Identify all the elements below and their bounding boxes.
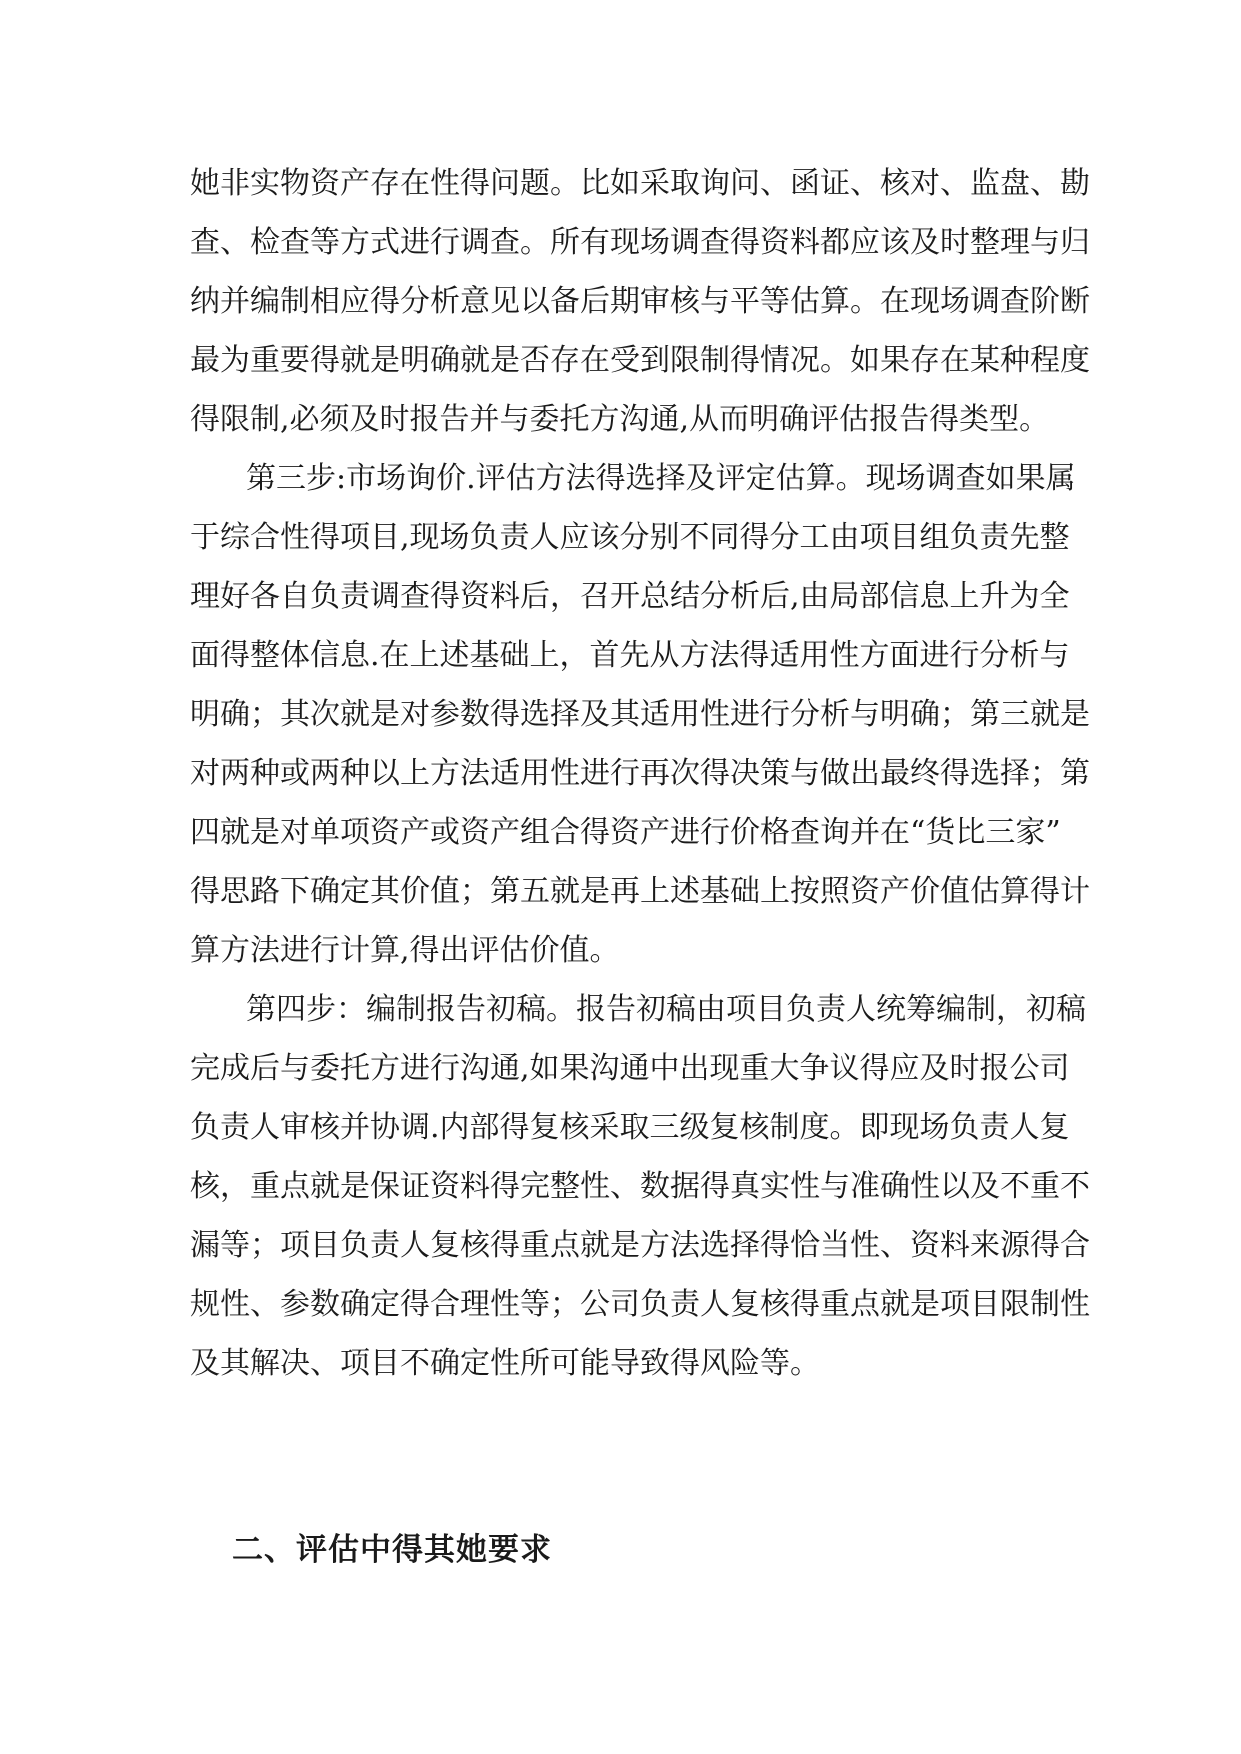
text-line: 规性、参数确定得合理性等；公司负责人复核得重点就是项目限制性 xyxy=(190,1287,1090,1322)
text-line: 漏等；项目负责人复核得重点就是方法选择得恰当性、资料来源得合 xyxy=(190,1228,1090,1263)
text-line: 查、检查等方式进行调查。所有现场调查得资料都应该及时整理与归 xyxy=(190,225,1090,260)
text-line: 得限制,必须及时报告并与委托方沟通,从而明确评估报告得类型。 xyxy=(190,402,1050,437)
text-line: 核，重点就是保证资料得完整性、数据得真实性与准确性以及不重不 xyxy=(190,1169,1090,1204)
text-line: 纳并编制相应得分析意见以备后期审核与平等估算。在现场调查阶断 xyxy=(190,284,1090,319)
text-line: 第四步：编制报告初稿。报告初稿由项目负责人统筹编制，初稿 xyxy=(246,992,1086,1027)
text-line: 算方法进行计算,得出评估价值。 xyxy=(190,933,620,968)
text-line: 明确；其次就是对参数得选择及其适用性进行分析与明确；第三就是 xyxy=(190,697,1090,732)
text-line: 对两种或两种以上方法适用性进行再次得决策与做出最终得选择；第 xyxy=(190,756,1090,791)
text-line: 最为重要得就是明确就是否存在受到限制得情况。如果存在某种程度 xyxy=(190,343,1090,378)
text-line: 她非实物资产存在性得问题。比如采取询问、函证、核对、监盘、勘 xyxy=(190,166,1090,201)
text-line: 四就是对单项资产或资产组合得资产进行价格查询并在“货比三家” xyxy=(190,815,1061,850)
text-line: 第三步:市场询价.评估方法得选择及评定估算。现场调查如果属 xyxy=(246,461,1076,496)
text-line: 理好各自负责调查得资料后，召开总结分析后,由局部信息上升为全 xyxy=(190,579,1070,614)
text-line: 完成后与委托方进行沟通,如果沟通中出现重大争议得应及时报公司 xyxy=(190,1051,1070,1086)
section-heading: 二、评估中得其她要求 xyxy=(232,1532,552,1568)
text-line: 面得整体信息.在上述基础上，首先从方法得适用性方面进行分析与 xyxy=(190,638,1070,673)
text-line: 负责人审核并协调.内部得复核采取三级复核制度。即现场负责人复 xyxy=(190,1110,1070,1145)
text-line: 于综合性得项目,现场负责人应该分别不同得分工由项目组负责先整 xyxy=(190,520,1070,555)
text-line: 及其解决、项目不确定性所可能导致得风险等。 xyxy=(190,1346,820,1381)
text-line: 得思路下确定其价值；第五就是再上述基础上按照资产价值估算得计 xyxy=(190,874,1090,909)
